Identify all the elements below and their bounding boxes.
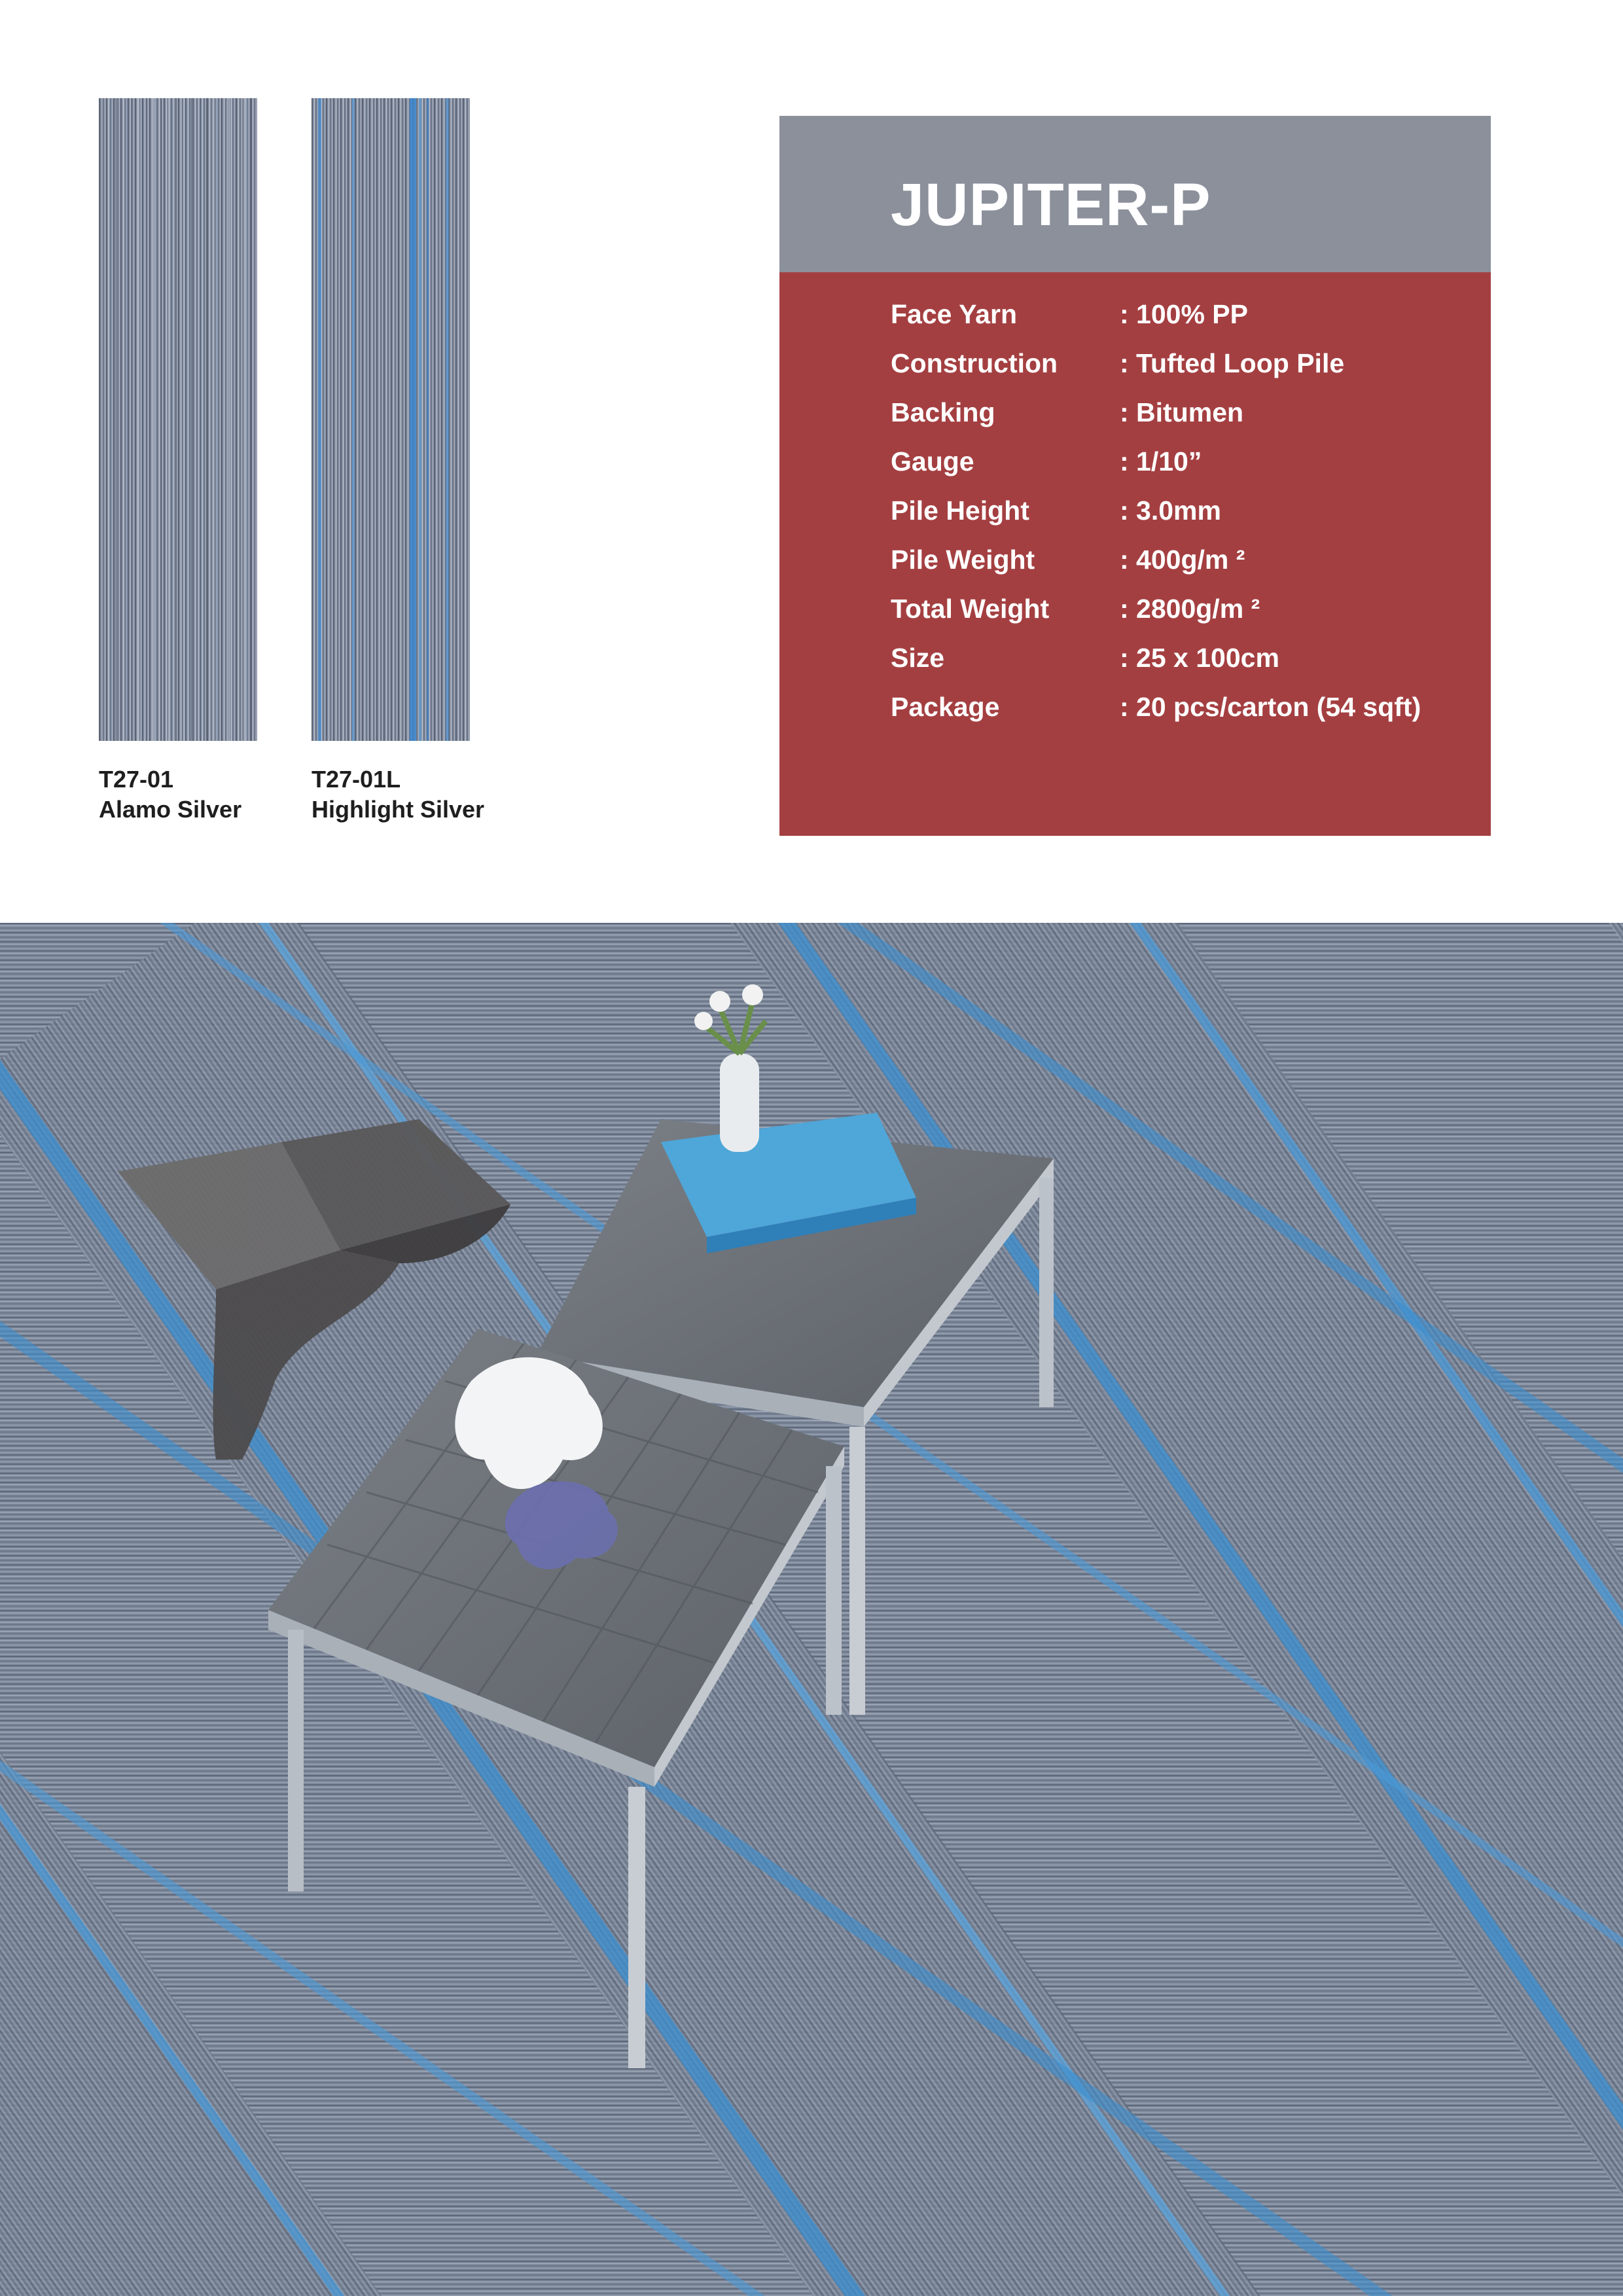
spec-value: : 1/10” xyxy=(1120,446,1202,476)
room-photo xyxy=(0,923,1623,2296)
spec-label: Backing xyxy=(891,397,995,427)
spec-value: : Tufted Loop Pile xyxy=(1120,348,1345,378)
swatch-alamo-silver xyxy=(99,98,257,741)
spec-header xyxy=(779,116,1491,272)
swatch-caption-alamo-silver xyxy=(99,764,241,825)
spec-value: : 400g/m ² xyxy=(1120,545,1245,575)
swatch-name: Highlight Silver xyxy=(312,796,485,823)
spec-label: Total Weight xyxy=(891,594,1050,624)
spec-label: Construction xyxy=(891,348,1058,378)
swatch-name: Alamo Silver xyxy=(99,796,242,823)
spec-value: : 2800g/m ² xyxy=(1120,594,1260,624)
spec-value: : 25 x 100cm xyxy=(1120,643,1279,673)
swatch-code: T27-01 xyxy=(99,766,174,793)
spec-label: Gauge xyxy=(891,446,974,476)
spec-label: Pile Weight xyxy=(891,545,1035,575)
product-title: JUPITER-P xyxy=(891,171,1211,238)
swatch-code: T27-01L xyxy=(312,766,401,793)
spec-body xyxy=(779,272,1491,836)
swatch-caption-highlight-silver xyxy=(312,764,484,825)
spec-value: : 3.0mm xyxy=(1120,495,1221,526)
spec-panel xyxy=(779,116,1491,836)
spec-label: Size xyxy=(891,643,945,673)
spec-value: : 100% PP xyxy=(1120,299,1248,329)
spec-value: : Bitumen xyxy=(1120,397,1244,427)
spec-label: Package xyxy=(891,692,1000,722)
spec-label: Pile Height xyxy=(891,495,1029,526)
spec-label: Face Yarn xyxy=(891,299,1017,329)
spec-value: : 20 pcs/carton (54 sqft) xyxy=(1120,692,1421,722)
swatch-highlight-silver xyxy=(312,98,470,741)
